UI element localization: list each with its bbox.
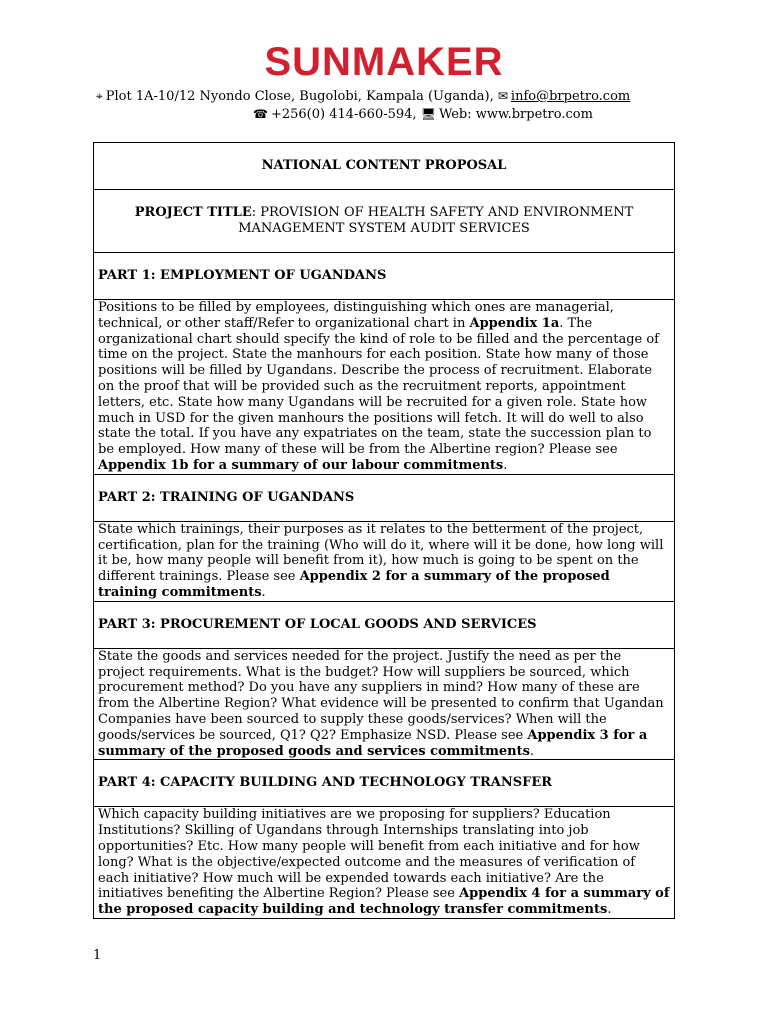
part3-body — [94, 648, 675, 760]
part3-body-row — [94, 648, 675, 760]
part1-body — [94, 300, 675, 475]
part1-heading-row — [94, 253, 675, 300]
part1-text-b: . The organizational chart should specify the kind of role to be filled and the percentage of time on the project. State the manhours for each position. State how many of those positions will be filled by Ugandans. Describe the process of recruitment. Elaborate on the proof that will be provided such as the recruitment reports, appointment letters, etc. State how many Ugandans will be recruited for a given role. State how much in USD for the given manhours the positions will fetch. It will do well to also state the total. If you have any expatriates on the team, state the succession plan to be employed. How many of these will be from the Albertine region? Please see — [98, 315, 659, 458]
part1-appendix-1a: Appendix 1a — [469, 315, 560, 331]
part1-heading: PART 1: EMPLOYMENT OF UGANDANS — [94, 253, 675, 300]
telephone-icon: ☎ — [253, 107, 268, 121]
address-line — [96, 87, 696, 106]
part4-body-row — [94, 807, 675, 919]
computer-icon: 🖥 — [420, 107, 436, 121]
address-text: Plot 1A-10/12 Nyondo Close, Bugolobi, Kampala (Uganda), — [105, 89, 498, 104]
part2-text-a: State which trainings, their purposes as it relates to the betterment of the project, certification, plan for the training (Who will do it, where will it be done, how long will it be, how many people will benefit from it), how much is going to be spent on the different trainings. Please see — [98, 521, 664, 585]
part4-text-a: Which capacity building initiatives are we proposing for suppliers? Education Institutions? Skilling of Ugandans through Internships translating into job opportunities? Etc. How many people will benefit from each initiative and for how long? What is the objective/expected outcome and the measures of verification of each initiative? How much will be expended towards each initiative? Are the initiatives benefiting the Albertine Region? Please see — [98, 807, 640, 902]
part4-appendix-4: Appendix 4 for a summary of the proposed capacity building and technology transfer commitments — [98, 886, 670, 918]
part1-body-row — [94, 300, 675, 475]
part4-heading: PART 4: CAPACITY BUILDING AND TECHNOLOGY TRANSFER — [94, 760, 675, 807]
part3-text-b: . — [529, 743, 535, 759]
phone-text: +256(0) 414-660-594, — [270, 107, 421, 122]
part2-heading-row — [94, 474, 675, 521]
project-row — [94, 190, 675, 253]
part2-appendix-2: Appendix 2 for a summary of the proposed training commitments — [98, 569, 610, 600]
project-title-text: : PROVISION OF HEALTH SAFETY AND ENVIRONMENT MANAGEMENT SYSTEM AUDIT SERVICES — [238, 205, 634, 236]
location-icon: ⌖ — [96, 89, 103, 103]
part2-body-row — [94, 521, 675, 601]
part1-text-c: . — [503, 457, 508, 473]
part2-heading: PART 2: TRAINING OF UGANDANS — [94, 474, 675, 521]
page-number: 1 — [93, 948, 102, 963]
part4-body — [94, 807, 675, 919]
document-title: NATIONAL CONTENT PROPOSAL — [94, 143, 675, 190]
part3-heading: PART 3: PROCUREMENT OF LOCAL GOODS AND SERVICES — [94, 601, 675, 648]
part1-text-a: Positions to be filled by employees, distinguishing which ones are managerial, technical, or other staff/Refer to organizational chart in — [98, 300, 614, 331]
project-title — [94, 190, 675, 253]
company-logo: SUNMAKER — [264, 40, 504, 84]
title-row — [94, 143, 675, 190]
part4-heading-row — [94, 760, 675, 807]
part3-heading-row — [94, 601, 675, 648]
email-link[interactable]: info@brpetro.com — [510, 89, 631, 104]
web-text[interactable]: Web: www.brpetro.com — [438, 107, 593, 122]
project-title-label: PROJECT TITLE — [134, 205, 252, 221]
contact-line — [253, 105, 713, 124]
envelope-icon: ✉ — [497, 89, 508, 103]
part2-text-b: . — [261, 584, 266, 600]
part3-text-a: State the goods and services needed for the project. Justify the need as per the project requirements. What is the budget? How will suppliers be sourced, which procurement method? Do you have any suppliers in mind? How many of these are from the Albertine Region? What evidence will be presented to confirm that Ugandan Companies have been sourced to supply these goods/services? When will the goods/services be sourced, Q1? Q2? Emphasize NSD. Please see — [98, 648, 664, 743]
part4-text-b: . — [607, 902, 612, 918]
part3-appendix-3: Appendix 3 for a summary of the proposed goods and services commitments — [98, 727, 648, 759]
proposal-table — [93, 142, 675, 919]
part2-body — [94, 521, 675, 601]
part1-appendix-1b: Appendix 1b for a summary of our labour commitments — [98, 457, 504, 473]
